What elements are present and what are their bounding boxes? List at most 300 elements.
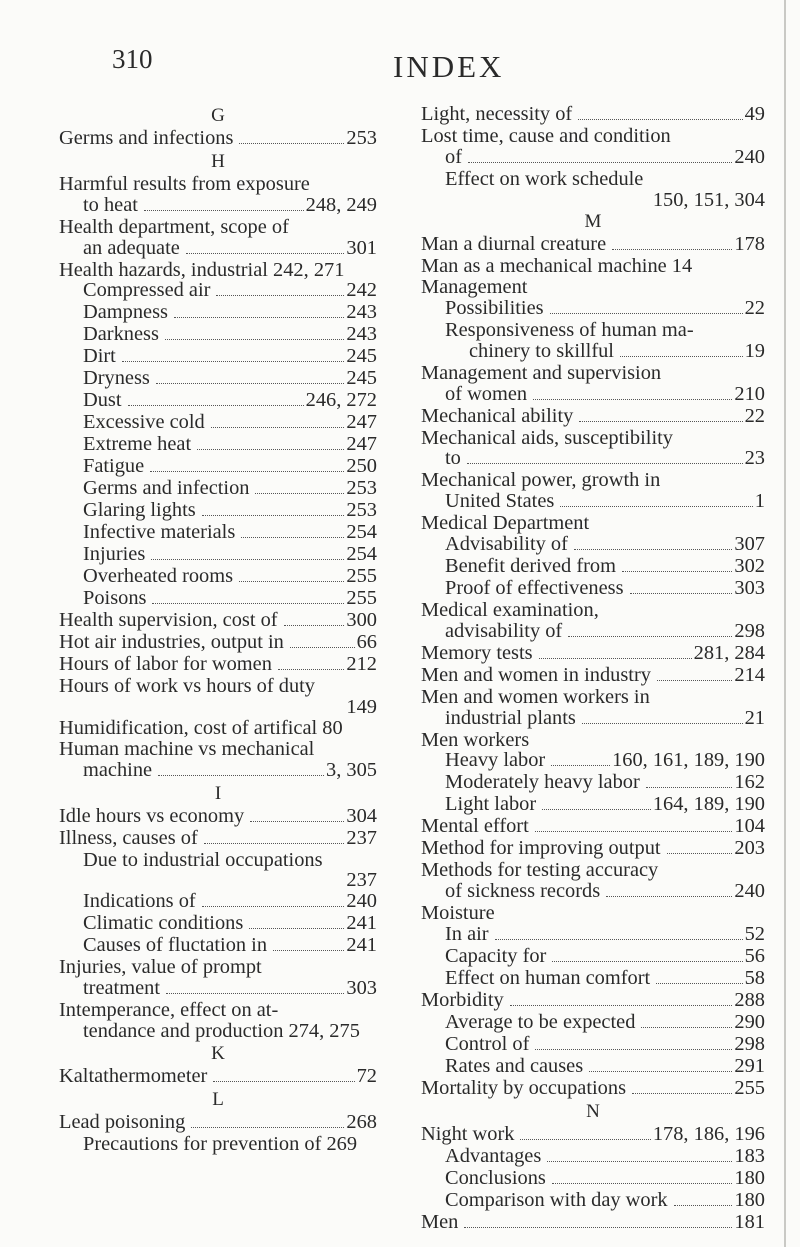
index-term: Extreme heat (83, 433, 192, 456)
dot-leader (278, 669, 344, 670)
page-reference: 298 (734, 619, 765, 642)
page-reference: 52 (744, 922, 765, 945)
dot-leader (211, 427, 345, 428)
dot-leader (150, 471, 344, 472)
index-entry (421, 750, 765, 772)
index-entry (421, 298, 765, 320)
index-term: Men (421, 1210, 459, 1233)
index-entry (421, 946, 765, 968)
page-reference: 245 (346, 345, 377, 368)
index-text-line: Intemperance, effect on at- (59, 998, 279, 1021)
page-reference: 240 (734, 880, 765, 903)
dot-leader (165, 339, 345, 340)
index-text-line: Methods for testing accuracy (421, 859, 659, 882)
dot-leader (574, 549, 733, 550)
index-term: advisability of (445, 619, 563, 642)
page-reference: 241 (346, 934, 377, 957)
index-entry (59, 1066, 377, 1088)
page-reference: 255 (346, 587, 377, 610)
page-reference: 56 (744, 944, 765, 967)
page-reference: 58 (744, 966, 765, 989)
index-term: Compressed air (83, 279, 211, 302)
index-term: Lead poisoning (59, 1110, 186, 1133)
index-entry (59, 654, 377, 676)
page-reference: 253 (346, 127, 377, 149)
dot-leader (667, 853, 733, 854)
dot-leader (166, 993, 344, 994)
page-reference: 250 (346, 455, 377, 478)
index-term: to heat (83, 193, 138, 216)
dot-leader (539, 658, 692, 659)
index-entry (421, 147, 765, 169)
dot-leader (216, 295, 344, 296)
dot-leader (632, 1093, 732, 1094)
index-entry (59, 544, 377, 566)
page-reference: 203 (734, 837, 765, 860)
dot-leader (284, 625, 345, 626)
index-entry (59, 935, 377, 957)
index-term: Indications of (83, 890, 196, 913)
section-letter: L (212, 1088, 224, 1110)
index-term: Excessive cold (83, 411, 205, 434)
index-entry (421, 665, 765, 687)
index-entry (421, 1056, 765, 1078)
index-term: Men and women in industry (421, 663, 651, 686)
dot-leader (128, 405, 304, 406)
index-term: Dryness (83, 367, 150, 390)
page-reference: 253 (346, 499, 377, 522)
page-number: 310 (112, 44, 153, 74)
index-entry (59, 456, 377, 478)
index-term: chinery to skillful (469, 339, 614, 362)
index-term: Health supervision, cost of (59, 609, 278, 632)
page-reference: 180 (734, 1166, 765, 1189)
index-term: Germs and infections (59, 127, 234, 149)
index-term: Comparison with day work (445, 1188, 668, 1211)
index-term: Mechanical ability (421, 404, 574, 427)
page-title: INDEX (393, 49, 505, 84)
index-term: Light labor (445, 793, 537, 816)
dot-leader (122, 361, 345, 362)
index-entry (421, 990, 765, 1012)
index-term: Dirt (83, 345, 116, 368)
dot-leader (552, 961, 742, 962)
page-reference: 240 (734, 145, 765, 168)
index-text-line: Mechanical aids, susceptibility (421, 426, 673, 449)
index-term: Idle hours vs economy (59, 804, 245, 827)
index-term: Dust (83, 389, 122, 412)
index-text-line: Management (421, 276, 528, 299)
index-entry (421, 1146, 765, 1168)
page-reference: 19 (744, 339, 765, 362)
page-reference: 255 (346, 565, 377, 588)
index-text-line: Health hazards, industrial 242, 271 (59, 258, 345, 281)
index-entry (421, 924, 765, 946)
index-entry (59, 478, 377, 500)
index-entry (59, 760, 377, 782)
index-text-line: 149 (346, 696, 377, 719)
index-term: Method for improving output (421, 837, 661, 860)
dot-leader (495, 939, 743, 940)
index-entry (421, 384, 765, 406)
index-term: Night work (421, 1122, 515, 1145)
dot-leader (191, 1127, 344, 1128)
dot-leader (468, 162, 732, 163)
index-term: Injuries (83, 543, 146, 566)
dot-leader (204, 843, 345, 844)
dot-leader (582, 723, 743, 724)
index-text-line: Mechanical power, growth in (421, 469, 661, 492)
dot-leader (560, 506, 752, 507)
page-reference: 212 (346, 653, 377, 676)
page-reference: 181 (734, 1210, 765, 1233)
page-reference: 72 (356, 1064, 377, 1087)
dot-leader (152, 603, 344, 604)
index-entry (421, 578, 765, 600)
dot-leader (213, 1081, 354, 1082)
index-text-line: Due to industrial occupations (83, 848, 323, 871)
page-reference: 49 (744, 103, 765, 125)
index-term: Overheated rooms (83, 565, 234, 588)
dot-leader (186, 253, 345, 254)
index-term: Heavy labor (445, 749, 546, 772)
index-text-line: Medical Department (421, 512, 590, 535)
index-term: Germs and infection (83, 477, 250, 500)
index-term: of sickness records (445, 880, 601, 903)
page-reference: 243 (346, 301, 377, 324)
section-letter: I (214, 782, 222, 804)
index-entry (59, 238, 377, 260)
section-letter: H (211, 151, 225, 172)
index-entry (59, 610, 377, 632)
page-reference: 247 (346, 411, 377, 434)
dot-leader (552, 1183, 733, 1184)
index-entry (421, 234, 765, 256)
index-entry (421, 556, 765, 578)
index-term: Possibilities (445, 296, 544, 319)
page-reference: 23 (744, 447, 765, 470)
index-entry (421, 406, 765, 428)
dot-leader (622, 571, 732, 572)
index-entry (421, 708, 765, 730)
page-reference: 214 (734, 663, 765, 686)
page-reference: 304 (346, 804, 377, 827)
index-entry (421, 621, 765, 643)
dot-leader (579, 421, 742, 422)
index-text-line: Effect on work schedule (445, 167, 644, 190)
page-reference: 281, 284 (693, 641, 765, 664)
index-term: of women (445, 382, 528, 405)
page-reference: 1 (754, 490, 765, 513)
dot-leader (151, 559, 344, 560)
dot-leader (612, 249, 732, 250)
index-column-left (59, 104, 377, 1154)
page-reference: 290 (734, 1010, 765, 1033)
dot-leader (630, 593, 733, 594)
page-reference: 66 (356, 631, 377, 654)
index-entry (59, 828, 377, 850)
dot-leader (467, 463, 743, 464)
dot-leader (578, 119, 742, 120)
dot-leader (656, 983, 742, 984)
page-reference: 303 (734, 576, 765, 599)
index-text-line: Health department, scope of (59, 215, 289, 238)
page-reference: 303 (346, 976, 377, 999)
index-term: Memory tests (421, 641, 533, 664)
index-entry (59, 566, 377, 588)
section-letter: M (584, 211, 602, 233)
index-text-line: Men workers (421, 728, 530, 751)
page-reference: 268 (346, 1110, 377, 1133)
index-term: Conclusions (445, 1166, 546, 1189)
index-term: Moderately heavy labor (445, 771, 640, 794)
index-entry (421, 1124, 765, 1146)
index-term: Proof of effectiveness (445, 576, 624, 599)
index-term: Morbidity (421, 988, 504, 1011)
index-entry (421, 1078, 765, 1100)
index-term: machine (83, 758, 153, 781)
dot-leader (144, 210, 304, 211)
dot-leader (551, 765, 610, 766)
index-entry (59, 412, 377, 434)
section-letter: K (211, 1042, 225, 1064)
dot-leader (239, 143, 344, 144)
index-entry (59, 522, 377, 544)
index-entry (59, 632, 377, 654)
dot-leader (174, 317, 344, 318)
index-entry (59, 978, 377, 1000)
section-letter: N (586, 1100, 600, 1122)
index-text-line: Men and women workers in (421, 685, 650, 708)
dot-leader (620, 356, 743, 357)
index-entry (59, 324, 377, 346)
index-text-line: Humidification, cost of artifical 80 (59, 716, 343, 739)
dot-leader (255, 493, 344, 494)
index-term: Light, necessity of (421, 103, 573, 125)
index-entry (421, 491, 765, 513)
index-entry (59, 1112, 377, 1134)
page-reference: 298 (734, 1032, 765, 1055)
index-term: to (445, 447, 461, 470)
index-entry (59, 588, 377, 610)
dot-leader (535, 1049, 732, 1050)
dot-leader (241, 537, 344, 538)
section-letter: G (211, 105, 225, 126)
index-entry (421, 341, 765, 363)
page-reference: 253 (346, 477, 377, 500)
index-entry (421, 1212, 765, 1234)
index-text-line: tendance and production 274, 275 (83, 1019, 360, 1042)
dot-leader (290, 647, 355, 648)
page-reference: 247 (346, 433, 377, 456)
index-text-line: Human machine vs mechanical (59, 737, 315, 760)
dot-leader (550, 313, 743, 314)
index-text-line: Responsiveness of human ma- (445, 318, 694, 341)
index-term: Fatigue (83, 455, 145, 478)
index-text-line: Precautions for prevention of 269 (83, 1132, 358, 1155)
page-reference: 307 (734, 532, 765, 555)
index-term: Benefit derived from (445, 554, 616, 577)
dot-leader (156, 383, 345, 384)
index-entry (59, 302, 377, 324)
index-text-line: Harmful results from exposure (59, 173, 310, 195)
index-term: Advisability of (445, 532, 568, 555)
index-term: industrial plants (445, 706, 576, 729)
index-entry (59, 891, 377, 913)
page-reference: 164, 189, 190 (652, 793, 765, 816)
dot-leader (250, 821, 344, 822)
index-entry (59, 280, 377, 302)
index-text-line: Lost time, cause and condition (421, 125, 671, 147)
dot-leader (657, 680, 732, 681)
index-entry (421, 1190, 765, 1212)
dot-leader (542, 809, 651, 810)
index-entry (421, 1012, 765, 1034)
page-reference: 302 (734, 554, 765, 577)
dot-leader (520, 1139, 650, 1140)
index-entry (421, 1168, 765, 1190)
page-reference: 301 (346, 236, 377, 259)
index-entry (421, 816, 765, 838)
dot-leader (641, 1027, 732, 1028)
page-reference: 243 (346, 323, 377, 346)
page-reference: 210 (734, 382, 765, 405)
index-entry (59, 500, 377, 522)
page-reference: 255 (734, 1076, 765, 1099)
index-term: Causes of fluctation in (83, 934, 268, 957)
page-reference: 241 (346, 912, 377, 935)
index-entry (421, 448, 765, 470)
page-reference: 246, 272 (305, 389, 377, 412)
index-term: Capacity for (445, 944, 547, 967)
index-entry (421, 643, 765, 665)
dot-leader (239, 581, 344, 582)
dot-leader (646, 787, 733, 788)
dot-leader (158, 775, 324, 776)
page-reference: 22 (744, 296, 765, 319)
index-text-line: Moisture (421, 902, 495, 925)
page-reference: 248, 249 (305, 193, 377, 216)
index-term: Darkness (83, 323, 159, 346)
index-entry (59, 128, 377, 150)
page-reference: 288 (734, 988, 765, 1011)
page-reference: 300 (346, 609, 377, 632)
index-term: Hot air industries, output in (59, 631, 284, 654)
index-term: Kaltathermometer (59, 1064, 208, 1087)
index-term: of (445, 145, 462, 168)
dot-leader (606, 896, 732, 897)
index-column-right (421, 104, 765, 1234)
index-text-line: Management and supervision (421, 361, 662, 384)
index-entry (421, 838, 765, 860)
page-reference: 183 (734, 1144, 765, 1167)
index-text-line: Man as a mechanical machine 14 (421, 255, 693, 278)
index-term: Poisons (83, 587, 147, 610)
index-text-line: 237 (346, 869, 377, 892)
page-reference: 21 (744, 706, 765, 729)
index-text-line: Medical examination, (421, 598, 599, 621)
page-reference: 237 (346, 826, 377, 849)
index-term: Effect on human comfort (445, 966, 651, 989)
index-entry (59, 390, 377, 412)
page-reference: 22 (744, 404, 765, 427)
index-entry (421, 534, 765, 556)
page-reference: 178 (734, 233, 765, 256)
dot-leader (510, 1005, 733, 1006)
index-term: Man a diurnal creature (421, 233, 607, 256)
page-reference: 104 (734, 815, 765, 838)
index-term: Glaring lights (83, 499, 196, 522)
index-term: Control of (445, 1032, 530, 1055)
dot-leader (547, 1161, 732, 1162)
index-term: Rates and causes (445, 1054, 584, 1077)
index-entry (59, 913, 377, 935)
page-reference: 245 (346, 367, 377, 390)
index-term: In air (445, 922, 489, 945)
index-text-line: 150, 151, 304 (652, 188, 765, 211)
page-reference: 242 (346, 279, 377, 302)
page-reference: 291 (734, 1054, 765, 1077)
index-entry (421, 1034, 765, 1056)
index-entry (59, 195, 377, 217)
index-entry (59, 806, 377, 828)
index-entry (59, 434, 377, 456)
index-entry (59, 346, 377, 368)
dot-leader (535, 831, 733, 832)
page-reference: 254 (346, 543, 377, 566)
dot-leader (589, 1071, 732, 1072)
index-text-line: Hours of work vs hours of duty (59, 675, 315, 698)
index-entry (421, 881, 765, 903)
dot-leader (202, 906, 345, 907)
index-entry (421, 794, 765, 816)
dot-leader (674, 1205, 733, 1206)
index-term: Illness, causes of (59, 826, 198, 849)
index-term: Infective materials (83, 521, 236, 544)
index-entry (421, 772, 765, 794)
index-term: Average to be expected (445, 1010, 636, 1033)
dot-leader (249, 928, 344, 929)
index-term: an adequate (83, 236, 180, 259)
page-edge-rule (784, 0, 786, 1247)
index-term: treatment (83, 976, 160, 999)
page-reference: 162 (734, 771, 765, 794)
dot-leader (202, 515, 345, 516)
page-reference: 254 (346, 521, 377, 544)
page-reference: 160, 161, 189, 190 (612, 749, 765, 772)
page-reference: 240 (346, 890, 377, 913)
index-term: Dampness (83, 301, 168, 324)
page-reference: 3, 305 (326, 758, 377, 781)
index-entry (421, 104, 765, 126)
index-term: Mental effort (421, 815, 529, 838)
index-term: Climatic conditions (83, 912, 244, 935)
page-reference: 180 (734, 1188, 765, 1211)
dot-leader (197, 449, 344, 450)
index-term: Mortality by occupations (421, 1076, 627, 1099)
dot-leader (533, 399, 732, 400)
dot-leader (568, 636, 732, 637)
index-term: Hours of labor for women (59, 653, 272, 676)
page-reference: 178, 186, 196 (652, 1122, 765, 1145)
index-entry (59, 368, 377, 390)
index-term: United States (445, 490, 555, 513)
dot-leader (464, 1227, 732, 1228)
index-entry (421, 968, 765, 990)
index-term: Advantages (445, 1144, 542, 1167)
dot-leader (273, 950, 344, 951)
index-text-line: Injuries, value of prompt (59, 956, 262, 979)
